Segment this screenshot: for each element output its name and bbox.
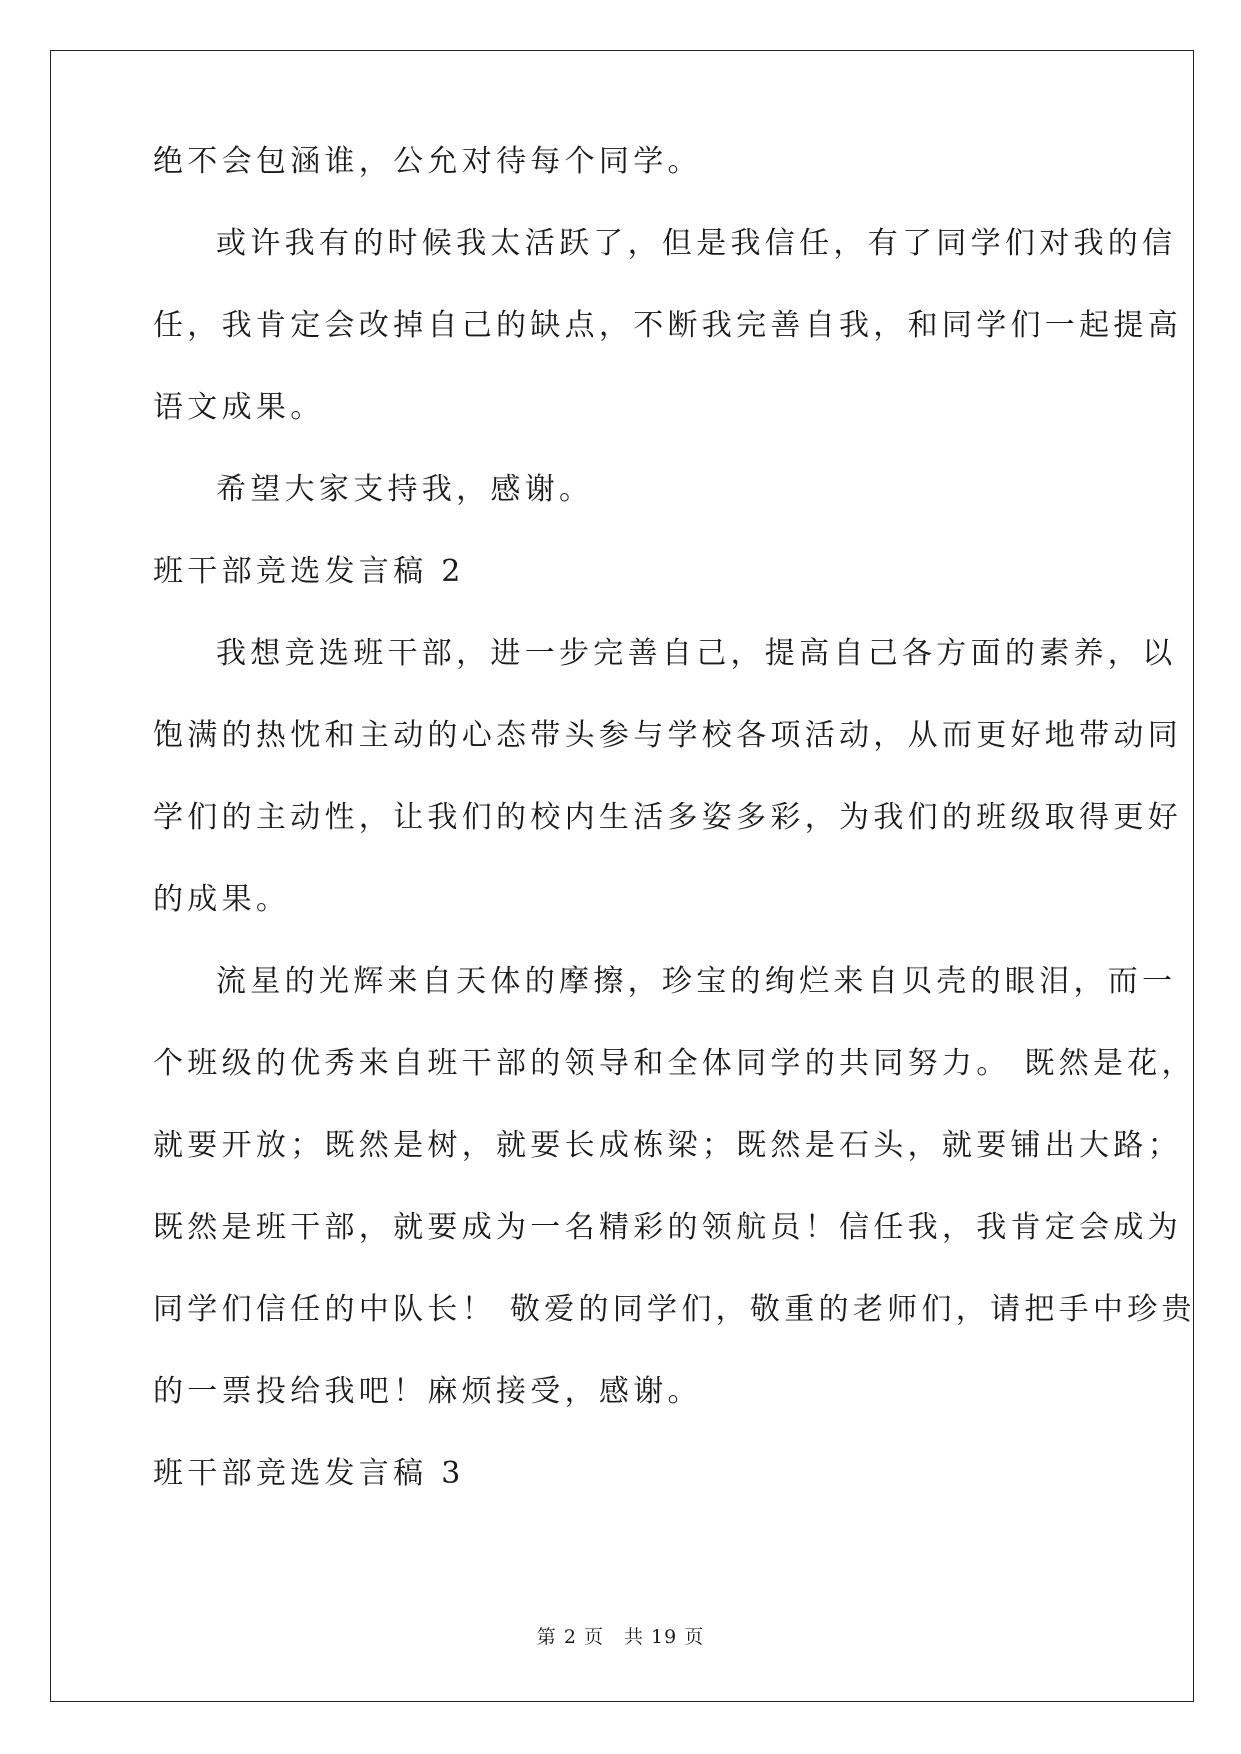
document-body — [153, 144, 1196, 1544]
text-line: 既然是班干部，就要成为一名精彩的领航员！信任我，我肯定会成为 — [153, 1210, 1182, 1245]
text-line: 任，我肯定会改掉自己的缺点，不断我完善自我，和同学们一起提高 — [153, 308, 1182, 343]
text-line: 我想竞选班干部，进一步完善自己，提高自己各方面的素养，以 — [216, 636, 1177, 671]
text-line: 就要开放；既然是树，就要长成栋梁；既然是石头，就要铺出大路； — [153, 1128, 1182, 1163]
section-heading: 班干部竞选发言稿 2 — [153, 554, 465, 589]
text-line: 同学们信任的中队长！ 敬爱的同学们，敬重的老师们，请把手中珍贵 — [153, 1292, 1196, 1327]
text-line: 绝不会包涵谁，公允对待每个同学。 — [153, 144, 702, 179]
text-line: 希望大家支持我，感谢。 — [216, 472, 594, 507]
text-line: 的成果。 — [153, 882, 291, 917]
text-line: 的一票投给我吧！麻烦接受，感谢。 — [153, 1374, 702, 1409]
text-line: 个班级的优秀来自班干部的领导和全体同学的共同努力。 既然是花， — [153, 1046, 1196, 1081]
text-line: 流星的光辉来自天体的摩擦，珍宝的绚烂来自贝壳的眼泪，而一 — [216, 964, 1177, 999]
page-footer: 第 2 页 共 19 页 — [536, 1626, 705, 1648]
text-line: 学们的主动性，让我们的校内生活多姿多彩，为我们的班级取得更好 — [153, 800, 1182, 835]
section-heading: 班干部竞选发言稿 3 — [153, 1456, 465, 1491]
text-line: 饱满的热忱和主动的心态带头参与学校各项活动，从而更好地带动同 — [153, 718, 1182, 753]
text-line: 语文成果。 — [153, 390, 325, 425]
text-line: 或许我有的时候我太活跃了，但是我信任，有了同学们对我的信 — [216, 226, 1177, 261]
